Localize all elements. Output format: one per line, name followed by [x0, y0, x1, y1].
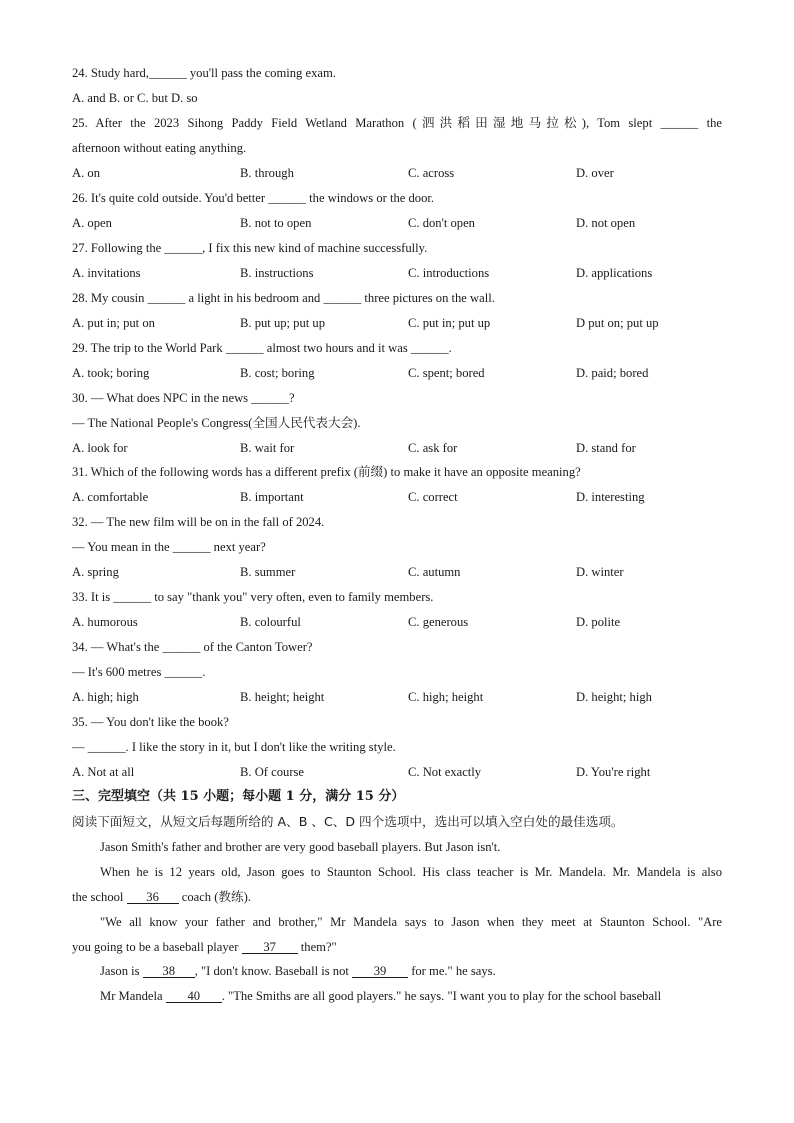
question-34-option-b: B. height; height: [240, 690, 325, 704]
question-27-option-a: A. invitations: [72, 266, 141, 280]
question-26-option-d: D. not open: [576, 216, 636, 230]
passage-text: Jason is: [100, 964, 143, 978]
question-25-stem-line1: 25. After the 2023 Sihong Paddy Field Wetland Marathon (泗洪稻田湿地马拉松), Tom slept ______ the: [72, 116, 722, 130]
question-35-option-a: A. Not at all: [72, 765, 135, 779]
passage-paragraph-3-line2: [72, 939, 722, 955]
question-24-stem: 24. Study hard,______ you'll pass the coming exam.: [72, 66, 336, 80]
question-29-option-a: A. took; boring: [72, 366, 150, 380]
blank-37[interactable]: 37: [242, 939, 298, 954]
question-34-stem-line2: — It's 600 metres ______.: [72, 665, 206, 679]
question-32-option-a: A. spring: [72, 565, 119, 579]
passage-paragraph-2-line1: When he is 12 years old, Jason goes to Staunton School. His class teacher is Mr. Mandela. Mr. Mandela is also: [100, 865, 722, 879]
question-27-stem: 27. Following the ______, I fix this new kind of machine successfully.: [72, 241, 428, 255]
question-34-option-a: A. high; high: [72, 690, 139, 704]
passage-text: for me." he says.: [408, 964, 496, 978]
section-heading: 三、完型填空（共 15 小题；每小题 1 分，满分 15 分）: [72, 789, 405, 804]
question-33-option-d: D. polite: [576, 615, 621, 629]
question-35-option-c: C. Not exactly: [408, 765, 482, 779]
question-33-option-a: A. humorous: [72, 615, 138, 629]
question-31-option-c: C. correct: [408, 490, 458, 504]
question-27-option-c: C. introductions: [408, 266, 490, 280]
question-30-option-a: A. look for: [72, 441, 128, 455]
passage-text: the school: [72, 890, 127, 904]
question-32-option-b: B. summer: [240, 565, 296, 579]
question-33-option-c: C. generous: [408, 615, 469, 629]
passage-text: Mr Mandela: [100, 989, 166, 1003]
section-instruction: 阅读下面短文，从短文后每题所给的 A、B 、C、D 四个选项中，选出可以填入空白处的最佳选项。: [72, 814, 624, 829]
question-35-option-d: D. You're right: [576, 765, 651, 779]
question-30-option-d: D. stand for: [576, 441, 636, 455]
passage-paragraph-5: [100, 988, 722, 1004]
question-35-option-b: B. Of course: [240, 765, 305, 779]
question-28-option-a: A. put in; put on: [72, 316, 155, 330]
question-28-option-c: C. put in; put up: [408, 316, 491, 330]
question-30-option-b: B. wait for: [240, 441, 295, 455]
blank-40[interactable]: 40: [166, 988, 222, 1003]
passage-text: . "The Smiths are all good players." he says. "I want you to play for the school baseball: [221, 989, 662, 1003]
question-35-stem-line2: — ______. I like the story in it, but I don't like the writing style.: [72, 740, 396, 754]
question-26-option-b: B. not to open: [240, 216, 312, 230]
question-34-option-c: C. high; height: [408, 690, 484, 704]
passage-text: coach (教练).: [178, 890, 251, 904]
question-34-stem-line1: 34. — What's the ______ of the Canton Tower?: [72, 640, 313, 654]
question-27-option-b: B. instructions: [240, 266, 314, 280]
question-25-option-c: C. across: [408, 166, 455, 180]
question-32-stem-line2: — You mean in the ______ next year?: [72, 540, 266, 554]
question-26-stem: 26. It's quite cold outside. You'd better ______ the windows or the door.: [72, 191, 435, 205]
question-30-option-c: C. ask for: [408, 441, 458, 455]
question-30-stem-line2: — The National People's Congress(全国人民代表大会).: [72, 416, 361, 430]
question-26-option-a: A. open: [72, 216, 112, 230]
question-26-option-c: C. don't open: [408, 216, 475, 230]
question-29-option-c: C. spent; bored: [408, 366, 485, 380]
question-31-option-d: D. interesting: [576, 490, 645, 504]
question-31-option-b: B. important: [240, 490, 304, 504]
question-24-options: A. and B. or C. but D. so: [72, 91, 198, 105]
question-31-option-a: A. comfortable: [72, 490, 149, 504]
question-27-option-d: D. applications: [576, 266, 653, 280]
question-30-stem-line1: 30. — What does NPC in the news ______?: [72, 391, 295, 405]
question-31-stem: 31. Which of the following words has a different prefix (前缀) to make it have an opposite meaning?: [72, 465, 581, 479]
question-28-stem: 28. My cousin ______ a light in his bedroom and ______ three pictures on the wall.: [72, 291, 495, 305]
blank-36[interactable]: 36: [127, 889, 179, 904]
question-29-option-d: D. paid; bored: [576, 366, 649, 380]
passage-text: , "I don't know. Baseball is not: [194, 964, 353, 978]
question-25-stem-line2: afternoon without eating anything.: [72, 141, 247, 155]
question-25-option-b: B. through: [240, 166, 294, 180]
question-25-option-d: D. over: [576, 166, 614, 180]
question-32-option-c: C. autumn: [408, 565, 461, 579]
question-34-option-d: D. height; high: [576, 690, 652, 704]
passage-paragraph-1: Jason Smith's father and brother are very good baseball players. But Jason isn't.: [100, 840, 501, 854]
passage-text: you going to be a baseball player: [72, 940, 242, 954]
passage-text: them?": [297, 940, 337, 954]
passage-paragraph-3-line1: "We all know your father and brother," Mr Mandela says to Jason when they meet at Staunton School. "Are: [100, 915, 722, 929]
question-28-option-b: B. put up; put up: [240, 316, 326, 330]
question-35-stem-line1: 35. — You don't like the book?: [72, 715, 229, 729]
question-28-option-d: D put on; put up: [576, 316, 659, 330]
passage-paragraph-4: [100, 963, 722, 979]
blank-38[interactable]: 38: [143, 963, 195, 978]
blank-39[interactable]: 39: [352, 963, 408, 978]
question-25-option-a: A. on: [72, 166, 100, 180]
question-33-stem: 33. It is ______ to say "thank you" very often, even to family members.: [72, 590, 434, 604]
question-29-stem: 29. The trip to the World Park ______ almost two hours and it was ______.: [72, 341, 452, 355]
question-29-option-b: B. cost; boring: [240, 366, 315, 380]
question-32-stem-line1: 32. — The new film will be on in the fall of 2024.: [72, 515, 325, 529]
question-33-option-b: B. colourful: [240, 615, 301, 629]
question-32-option-d: D. winter: [576, 565, 624, 579]
passage-paragraph-2-line2: [72, 889, 722, 905]
